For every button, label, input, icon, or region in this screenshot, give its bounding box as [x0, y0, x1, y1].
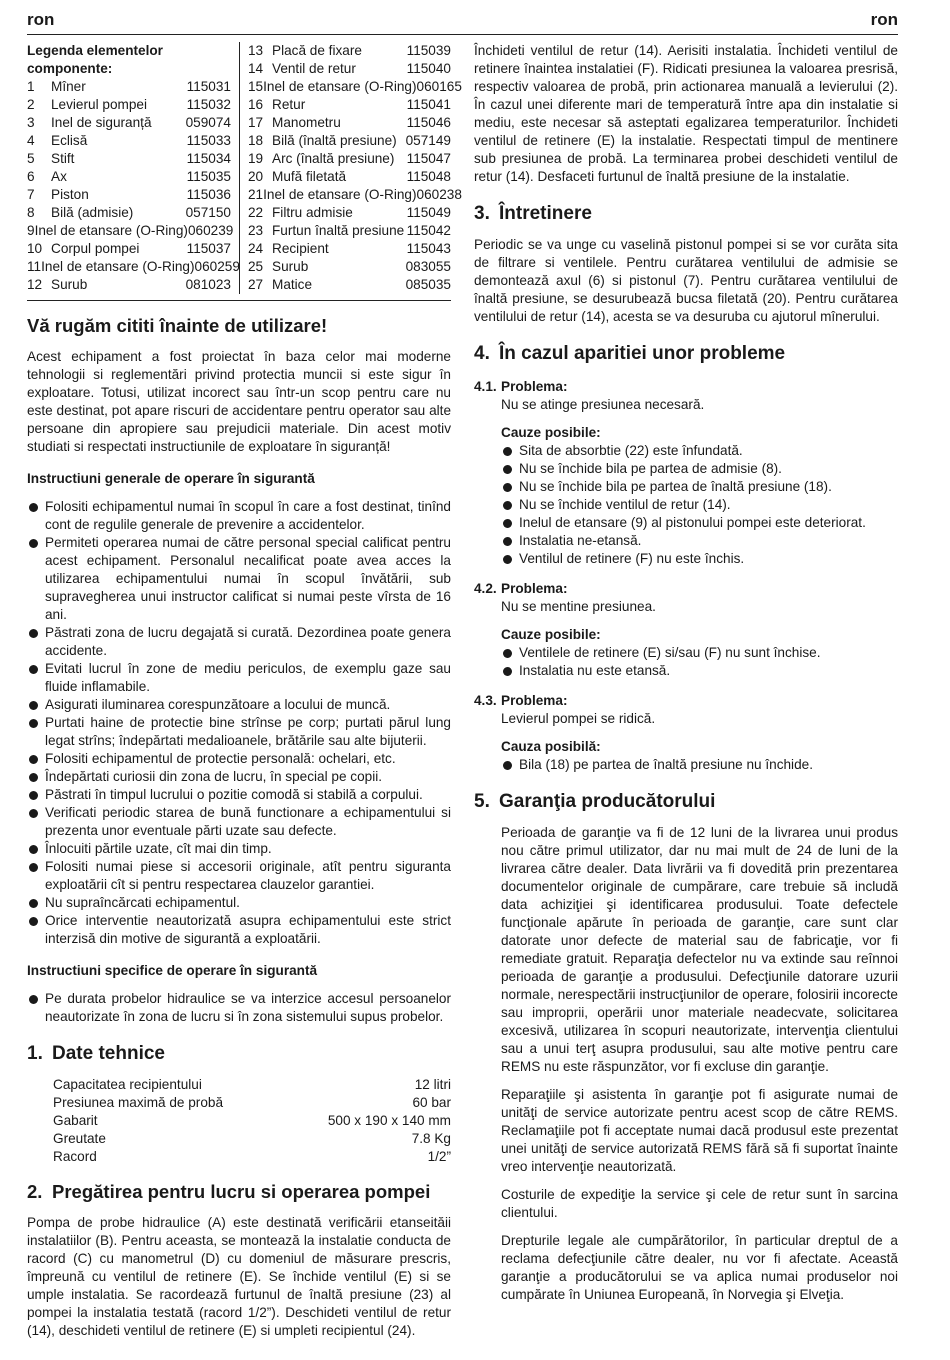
problem-heading	[474, 580, 898, 598]
legend-row	[248, 186, 462, 204]
legend-column-2	[239, 42, 462, 294]
legend-row	[27, 186, 231, 204]
legend-column-1	[27, 42, 239, 294]
legend-code: 115040	[406, 61, 451, 76]
intro-text: Acest echipament a fost proiectat în baza celor mai moderne tehnologii si reglementări privind protectia muncii si este sigur în exploatare. Totusi, utilizat incorect sau într-un scop pentru care nu este destinat, pot apare riscuri de accidentare pentru operator sau alte persoane din apropiere sau prejudicii materiale. Din acest motiv studiati si respectati instructiunile de exploatare în siguranță!	[27, 349, 451, 454]
causes-title: Cauze posibile:	[501, 425, 601, 440]
legend-code: 115034	[186, 151, 231, 166]
legend-code: 059074	[185, 115, 231, 130]
prep-text-continued: Închideti ventilul de retur (14). Aerisiti instalatia. Închideti ventilul de retinere înaintea instalatiei (F). Ridicati presiunea la valoarea presrisă, respectiv valoarea de probă, prin actionarea manuală a levierului (2). În cazul unei diferente mari de temperatură între apa din instalatie si mediu, este necesar să asteptati egalizarea temperaturilor. Închideti ventilul de retinere (E) la instalatie. Respectati timpul de mentinere sub presiunea de probă. La terminarea probei deschideti ventilul de retur (14). Desfaceti furtunul de înaltă presiune de la instalatie.	[474, 43, 898, 184]
legend-row	[27, 168, 231, 186]
legend-number: 8	[27, 205, 35, 220]
legend-name: Bilă (înaltă presiune)	[272, 133, 397, 148]
legend-name: Inel de etansare (O-Ring)	[263, 79, 417, 94]
legend-row	[27, 204, 231, 222]
legend-row	[248, 168, 451, 186]
legend-name: Placă de fixare	[272, 43, 362, 58]
spec-row	[53, 1076, 451, 1094]
legend-code: 115042	[406, 223, 451, 238]
legend-number: 4	[27, 133, 35, 148]
legend-row	[27, 78, 231, 96]
legend-row	[27, 96, 231, 114]
legend-code: 115035	[186, 169, 231, 184]
spec-value: 1/2”	[427, 1149, 451, 1164]
maintenance-title: Întretinere	[499, 203, 592, 224]
warranty-body	[474, 824, 898, 1304]
spec-label: Presiunea maximă de probă	[53, 1095, 224, 1110]
legend-name: Inel de etansare (O-Ring)	[34, 223, 188, 238]
spec-row	[53, 1130, 451, 1148]
tech-data-number: 1.	[27, 1043, 43, 1064]
problems-number: 4.	[474, 343, 490, 364]
legend-code: 115033	[186, 133, 231, 148]
warranty-heading	[474, 790, 898, 814]
legend-number: 17	[248, 115, 264, 130]
bullet-item: Pe durata probelor hidraulice se va interzice accesul persoanelor neautorizate în zona de lucru si în zona sistemului supus probelor.	[27, 990, 451, 1026]
cause-item: Bila (18) pe partea de înaltă presiune nu închide.	[501, 756, 898, 774]
warranty-paragraph: Perioada de garanţie va fi de 12 luni de la livrarea unui produs nou către primul utilizator, dar nu mai mult de 24 de luni de la livrarea către dealer. Data livrării va fi dovedită prin prezentarea documentelor originale de cumpărare, care trebuie să includă data achiziţiei şi identificarea produsului. Toate defectele funcţionale apărute în perioada de garanţie, care sunt clar datorate unor defecte de material sau de fabricaţie, vor fi remediate gratuit. Reparaţia defectelor nu va extinde sau reînnoi perioada de garanţie a produsului. Defecţiunile datorare uzurii normale, nerespectării instrucţiunilor de operare, folosirii incorecte sau improprii, operării unor materiale neadecvate, solicitarea excesivă, utilizarea în scopuri neautorizate, intervenţia clientului sau a unui terţ asupra produsului, sau alte motive pentru care REMS nu este răspunzător, vor fi excluse din garanţie.	[501, 825, 898, 1074]
legend-row	[27, 240, 231, 258]
legend-code: 115049	[406, 205, 451, 220]
legend-name: Manometru	[272, 115, 341, 130]
bullet-item: Folositi echipamentul de protectie personală: ochelari, etc.	[27, 750, 451, 768]
problems-title: În cazul aparitiei unor probleme	[499, 343, 786, 364]
header-rule	[27, 34, 898, 35]
problem-heading	[474, 378, 898, 396]
legend-name: Inel de siguranță	[51, 115, 152, 130]
legend-row	[27, 114, 231, 132]
bullet-item: Evitati lucrul în zone de mediu periculos, de exemplu gaze sau fluide inflamabile.	[27, 660, 451, 696]
problem-description: Nu se atinge presiunea necesară.	[501, 397, 705, 412]
spec-value: 7.8 Kg	[411, 1131, 451, 1146]
legend-number: 27	[248, 277, 264, 292]
legend-name: Surub	[51, 277, 88, 292]
legend-name: Levierul pompei	[51, 97, 147, 112]
legend-code: 085035	[405, 277, 451, 292]
legend-code: 060259	[194, 259, 240, 274]
legend-name: Mufă filetată	[272, 169, 347, 184]
spec-value: 60 bar	[412, 1095, 451, 1110]
spec-label: Greutate	[53, 1131, 106, 1146]
bullet-item: Purtati haine de protectie bine strînse pe corp; purtati părul lung legat strîns; îndepărtati medalioanele, brătările sau alte bijuterii.	[27, 714, 451, 750]
legend-number: 13	[248, 43, 264, 58]
parts-legend	[27, 42, 462, 301]
legend-number: 22	[248, 205, 264, 220]
bullet-item: Păstrati în timpul lucrului o pozitie comodă si stabilă a corpului.	[27, 786, 451, 804]
legend-name: Corpul pompei	[51, 241, 140, 256]
legend-code: 115043	[406, 241, 451, 256]
problem-number: 4.1.	[474, 379, 497, 394]
spec-label: Capacitatea recipientului	[53, 1077, 202, 1092]
legend-number: 15	[248, 79, 264, 94]
bullet-item: Folositi numai piese si accesorii originale, atît pentru siguranta exploatării cît si pentru respectarea clauzelor garantiei.	[27, 858, 451, 894]
legend-name: Retur	[272, 97, 306, 112]
legend-number: 11	[27, 259, 42, 274]
spec-label: Gabarit	[53, 1113, 98, 1128]
causes-list	[474, 442, 898, 568]
bullet-item: Înlocuiti părtile uzate, cît mai din timp.	[27, 840, 451, 858]
legend-number: 18	[248, 133, 264, 148]
bullet-item: Permiteti operarea numai de către personal special calificat pentru acest echipament. Personalul necalificat poate avea acces la utilizarea echipamentului numai în scopul învătării, sub supravegherea unui instructor calificat si numai peste vîrsta de 16 ani.	[27, 534, 451, 624]
spec-row	[53, 1148, 451, 1166]
problem-number: 4.2.	[474, 581, 497, 596]
page-header-right: ron	[870, 10, 898, 29]
legend-code: 060165	[416, 79, 462, 94]
legend-name: Piston	[51, 187, 89, 202]
legend-row	[27, 222, 234, 240]
bullet-item: Păstrati zona de lucru degajată si curată. Dezordinea poate genera accidente.	[27, 624, 451, 660]
legend-row	[248, 258, 451, 276]
warranty-title: Garanţia producătorului	[499, 791, 716, 812]
legend-code: 115047	[406, 151, 451, 166]
legend-row	[27, 150, 231, 168]
spec-value: 500 x 190 x 140 mm	[327, 1113, 451, 1128]
cause-item: Sita de absorbtie (22) este înfundată.	[501, 442, 898, 460]
cause-item: Nu se închide ventilul de retur (14).	[501, 496, 898, 514]
legend-name: Stift	[51, 151, 75, 166]
legend-name: Furtun înaltă presiune	[272, 223, 405, 238]
legend-row	[248, 78, 462, 96]
prep-number: 2.	[27, 1181, 43, 1202]
legend-row	[27, 258, 240, 276]
cause-item: Nu se închide bila pe partea de înaltă presiune (18).	[501, 478, 898, 496]
spec-label: Racord	[53, 1149, 97, 1164]
legend-number: 23	[248, 223, 264, 238]
cause-item: Instalatia nu este etansă.	[501, 662, 898, 680]
problem-description: Levierul pompei se ridică.	[501, 711, 656, 726]
causes-title: Cauze posibile:	[501, 627, 601, 642]
problem-block	[474, 378, 898, 568]
legend-name: Mîner	[51, 79, 86, 94]
prep-text: Pompa de probe hidraulice (A) este destinată verificării etanseităii instalatiilor (B). Pentru aceasta, se montează la instalatie conducta de racord (C) cu manometrul (D) cu domeniul de măsurare prescris, împreună cu ventilul de retinere (E). Se închide ventilul (E) si se umple instalatia. Se racordează furtunul de înaltă presiune (23) al pompei la instalatia testată (racord 1/2”). Deschideti ventilul de retur (14), deschideti ventilul de retinere (E) si umpleti recipientul (24).	[27, 1215, 451, 1338]
legend-name: Inel de etansare (O-Ring)	[263, 187, 417, 202]
legend-row	[248, 150, 451, 168]
legend-name: Ventil de retur	[272, 61, 356, 76]
legend-number: 6	[27, 169, 35, 184]
cause-item: Inelul de etansare (9) al pistonului pompei este deteriorat.	[501, 514, 898, 532]
legend-row	[248, 204, 451, 222]
spec-row	[53, 1112, 451, 1130]
legend-row	[27, 276, 231, 294]
legend-code: 083055	[405, 259, 451, 274]
problem-block	[474, 692, 898, 774]
cause-item: Nu se închide bila pe partea de admisie (8).	[501, 460, 898, 478]
legend-number: 20	[248, 169, 264, 184]
cause-item: Ventilele de retinere (E) si/sau (F) nu sunt închise.	[501, 644, 898, 662]
legend-number: 5	[27, 151, 35, 166]
right-column	[474, 42, 898, 1314]
legend-row	[248, 42, 451, 60]
legend-number: 7	[27, 187, 35, 202]
maintenance-heading	[474, 202, 898, 226]
legend-row	[27, 132, 231, 150]
problem-number: 4.3.	[474, 693, 497, 708]
tech-data-title: Date tehnice	[52, 1043, 165, 1064]
cause-item: Ventilul de retinere (F) nu este închis.	[501, 550, 898, 568]
legend-name: Ax	[51, 169, 67, 184]
legend-name: Eclisă	[51, 133, 88, 148]
legend-name: Matice	[272, 277, 313, 292]
legend-name: Filtru admisie	[272, 205, 353, 220]
problems-heading	[474, 342, 898, 366]
legend-row	[248, 222, 451, 240]
legend-number: 1	[27, 79, 35, 94]
legend-code: 115032	[186, 97, 231, 112]
legend-name: Arc (înaltă presiune)	[272, 151, 395, 166]
legend-code: 115048	[406, 169, 451, 184]
maintenance-number: 3.	[474, 203, 490, 224]
legend-name: Surub	[272, 259, 309, 274]
spec-row	[53, 1094, 451, 1112]
legend-code: 057149	[405, 133, 451, 148]
general-safety-list	[27, 498, 451, 948]
legend-name: Recipient	[272, 241, 329, 256]
bullet-item: Nu supraîncărcati echipamentul.	[27, 894, 451, 912]
warranty-number: 5.	[474, 791, 490, 812]
problems-list	[474, 378, 898, 774]
page-header-left: ron	[27, 10, 55, 29]
problem-label: Problema:	[501, 693, 568, 708]
legend-number: 14	[248, 61, 264, 76]
legend-number: 25	[248, 259, 264, 274]
tech-data-table	[27, 1076, 451, 1166]
left-column	[27, 42, 462, 1350]
legend-name: Inel de etansare (O-Ring)	[41, 259, 195, 274]
legend-row	[248, 132, 451, 150]
problem-description: Nu se mentine presiunea.	[501, 599, 656, 614]
legend-code: 115041	[406, 97, 451, 112]
warranty-paragraph: Drepturile legale ale cumpărătorilor, în particular dreptul de a reclama defecţiunile către dealer, nu vor fi afectate. Această garanţie a producătorului se va aplica numai produselor noi cumpărate în Uniunea Europeană, în Norvegia şi Elveţia.	[501, 1233, 898, 1302]
bullet-item: Verificati periodic starea de bună functionare a echipamentului si prezenta unor eventuale părti uzate sau defecte.	[27, 804, 451, 840]
causes-list	[474, 756, 898, 774]
legend-code: 115037	[186, 241, 231, 256]
legend-code: 060238	[416, 187, 462, 202]
causes-title: Cauza posibilă:	[501, 739, 601, 754]
causes-list	[474, 644, 898, 680]
legend-title-line-2: componente:	[27, 61, 113, 76]
legend-row	[248, 276, 451, 294]
legend-number: 19	[248, 151, 264, 166]
prep-title: Pregătirea pentru lucru si operarea pompei	[52, 1181, 431, 1202]
spec-value: 12 litri	[414, 1077, 451, 1092]
legend-number: 3	[27, 115, 35, 130]
specific-safety-list	[27, 990, 451, 1026]
legend-row	[248, 240, 451, 258]
legend-number: 21	[248, 187, 264, 202]
bullet-item: Asigurati iluminarea corespunzătoare a locului de muncă.	[27, 696, 451, 714]
bullet-item: Îndepărtati curiosii din zona de lucru, în special pe copii.	[27, 768, 451, 786]
problem-label: Problema:	[501, 379, 568, 394]
problem-heading	[474, 692, 898, 710]
general-safety-title: Instructiuni generale de operare în sigurantă	[27, 471, 315, 486]
legend-number: 16	[248, 97, 264, 112]
warranty-paragraph: Costurile de expediţie la service şi cele de retur sunt în sarcina clientului.	[501, 1187, 898, 1220]
legend-code: 081023	[185, 277, 231, 292]
legend-number: 2	[27, 97, 35, 112]
problem-label: Problema:	[501, 581, 568, 596]
bullet-item: Orice interventie neautorizată asupra echipamentului este strict interzisă din motive de sigurantă a exploatării.	[27, 912, 451, 948]
legend-number: 12	[27, 277, 43, 292]
legend-title-line-1: Legenda elementelor	[27, 43, 163, 58]
problem-block	[474, 580, 898, 680]
legend-code: 057150	[185, 205, 231, 220]
warranty-paragraph: Reparaţiile şi asistenta în garanţie pot fi asigurate numai de unităţi de service autorizate pentru acest scop de către REMS. Reclamaţiile pot fi acceptate numai dacă produsul este prezentat unei unităţi de service autorizată REMS fără să fi suportat înainte vreo intervenţie neautorizată.	[501, 1087, 898, 1174]
legend-number: 24	[248, 241, 264, 256]
legend-code: 060239	[187, 223, 234, 238]
maintenance-text: Periodic se va unge cu vaselină pistonul pompei si se vor curăta sita de filtrare si ventilele. Pentru curătarea ventilului de admisie se demontează axul (6) si pistonul (7). Pentru curătarea ventilului de înaltă presiune, se desurubează bucsa filetată (20). Pentru curătarea ventilului de retur (14), acesta se va desuruba cu ajutorul mînerului.	[474, 237, 898, 324]
specific-safety-title: Instructiuni specifice de operare în sigurantă	[27, 963, 318, 978]
cause-item: Instalatia ne-etansă.	[501, 532, 898, 550]
legend-code: 115031	[186, 79, 231, 94]
tech-data-heading	[27, 1042, 451, 1066]
bullet-item: Folositi echipamentul numai în scopul în care a fost destinat, tinînd cont de regulile generale de prevenire a accidentelor.	[27, 498, 451, 534]
prep-heading	[27, 1180, 451, 1204]
legend-row	[248, 96, 451, 114]
legend-code: 115039	[406, 43, 451, 58]
legend-number: 9	[27, 223, 35, 238]
intro-title: Vă rugăm cititi înainte de utilizare!	[27, 315, 328, 336]
legend-code: 115046	[406, 115, 451, 130]
legend-row	[248, 114, 451, 132]
legend-row	[248, 60, 451, 78]
legend-name: Bilă (admisie)	[51, 205, 134, 220]
legend-code: 115036	[186, 187, 231, 202]
legend-number: 10	[27, 241, 43, 256]
